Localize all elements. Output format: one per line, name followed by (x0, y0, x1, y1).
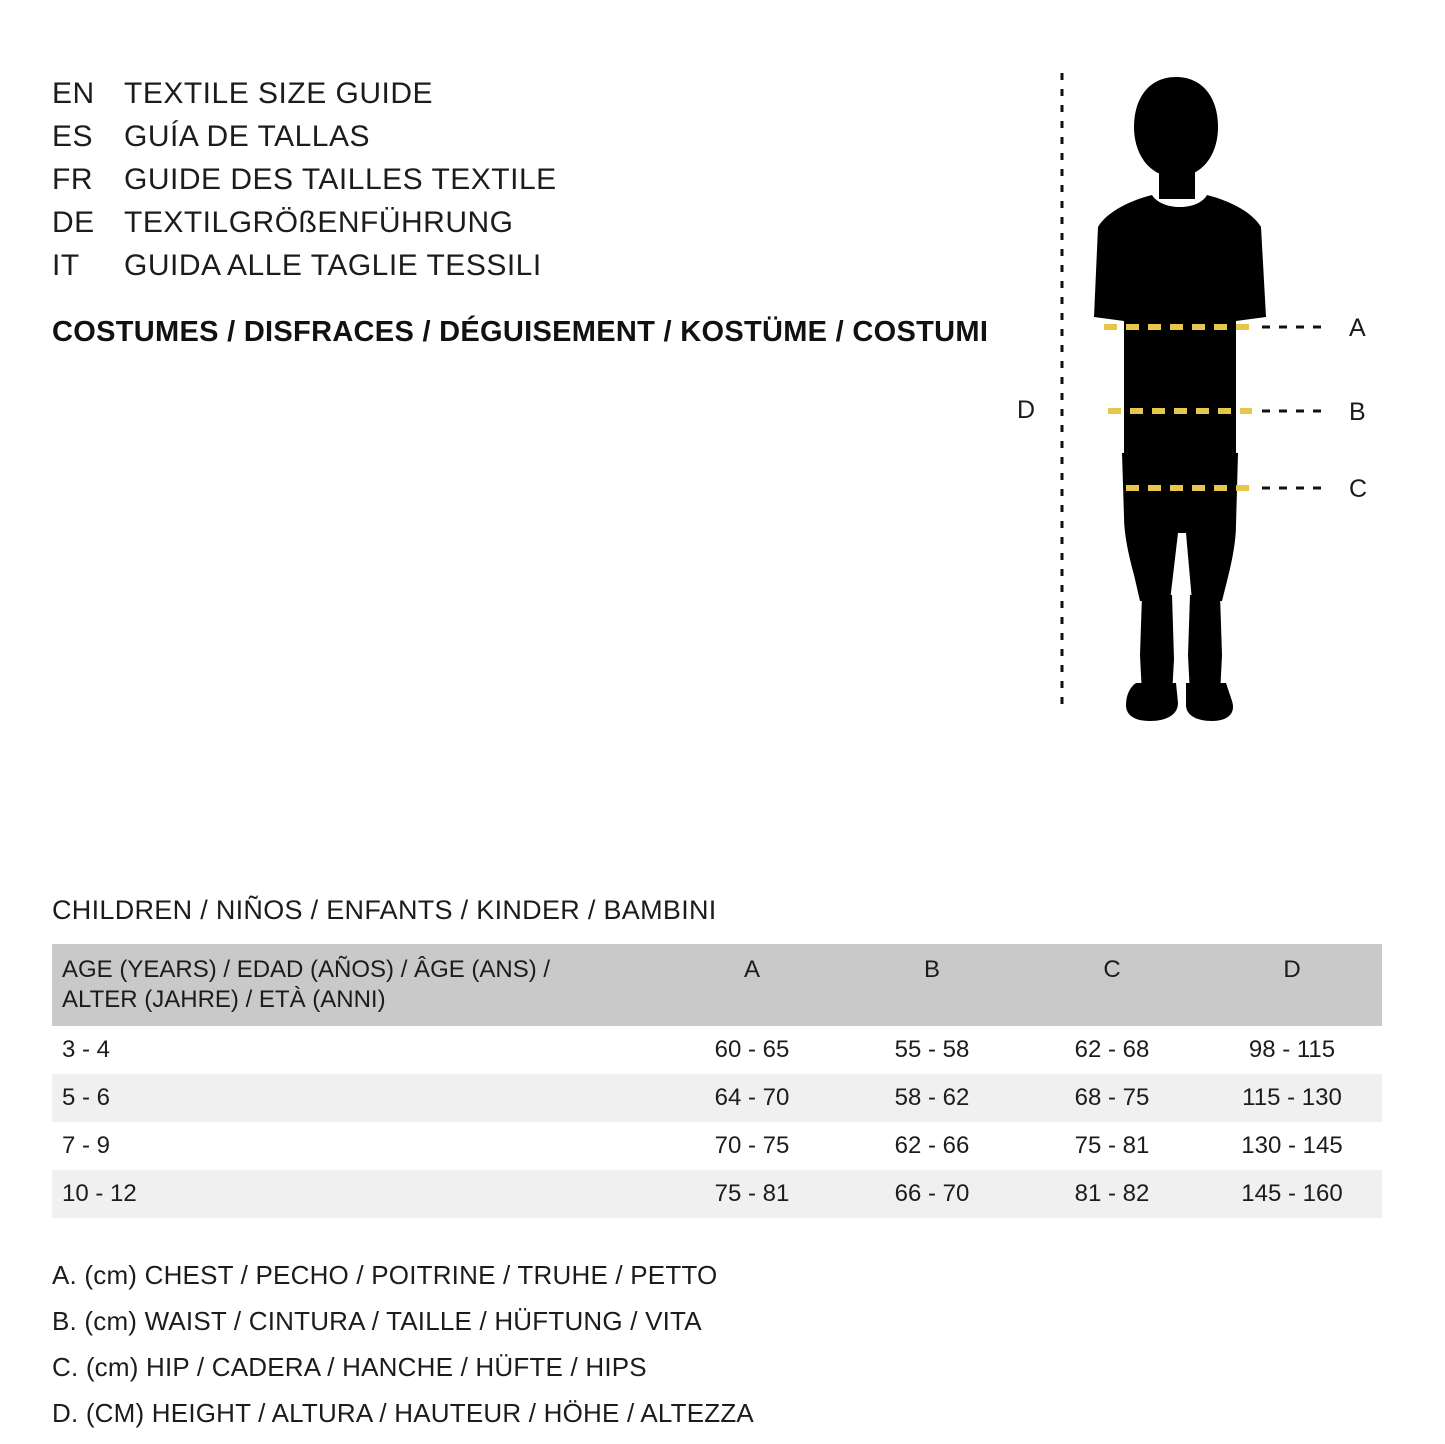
figure-label-a: A (1349, 314, 1366, 342)
size-table (52, 944, 1382, 1218)
header-age (52, 944, 662, 1026)
figure-label-c: C (1349, 475, 1368, 503)
cell-b: 66 - 70 (842, 1170, 1022, 1218)
child-silhouette-svg (1000, 55, 1420, 735)
language-code: IT (52, 249, 80, 282)
cell-a: 60 - 65 (714, 1036, 790, 1063)
header-age-line1: AGE (YEARS) / EDAD (AÑOS) / ÂGE (ANS) / (62, 956, 551, 983)
size-table-section (52, 895, 1382, 1436)
cell-d: 115 - 130 (1202, 1074, 1382, 1122)
category-title: COSTUMES / DISFRACES / DÉGUISEMENT / KOSTÜME / COSTUMI (52, 316, 989, 348)
cell-age: 10 - 12 (52, 1170, 662, 1218)
table-row (52, 1170, 1382, 1218)
cell-d: 145 - 160 (1202, 1170, 1382, 1218)
language-label: GUIDA ALLE TAGLIE TESSILI (124, 249, 542, 282)
language-code: FR (52, 163, 93, 196)
header-a: A (662, 944, 842, 1026)
legend-item-c: C. (cm) HIP / CADERA / HANCHE / HÜFTE / HIPS (52, 1352, 647, 1382)
legend-item-a: A. (cm) CHEST / PECHO / POITRINE / TRUHE / PETTO (52, 1260, 718, 1290)
figure-label-b: B (1349, 398, 1366, 426)
table-row (52, 1026, 1382, 1074)
language-label: GUÍA DE TALLAS (124, 120, 370, 153)
language-header-block (52, 72, 1002, 349)
language-row (52, 201, 1002, 244)
header-c: C (1022, 944, 1202, 1026)
measurement-legend (52, 1252, 1382, 1436)
table-row (52, 1074, 1382, 1122)
cell-b: 62 - 66 (894, 1132, 970, 1159)
language-row (52, 115, 1002, 158)
table-header-row (52, 944, 1382, 1026)
cell-c: 68 - 75 (1022, 1074, 1202, 1122)
language-code: ES (52, 120, 94, 153)
language-row (52, 244, 1002, 287)
table-row (52, 1122, 1382, 1170)
language-label: TEXTILE SIZE GUIDE (124, 77, 434, 110)
cell-d: 98 - 115 (1248, 1036, 1336, 1063)
header-b: B (842, 944, 1022, 1026)
cell-age: 7 - 9 (62, 1132, 111, 1159)
language-label: GUIDE DES TAILLES TEXTILE (124, 163, 557, 196)
language-code: DE (52, 206, 95, 239)
language-label: TEXTILGRÖßENFÜHRUNG (124, 206, 514, 239)
header-d: D (1202, 944, 1382, 1026)
legend-item-d: D. (CM) HEIGHT / ALTURA / HAUTEUR / HÖHE / ALTEZZA (52, 1398, 754, 1428)
silhouette-shape (1094, 77, 1266, 721)
cell-age: 3 - 4 (62, 1036, 111, 1063)
language-code: EN (52, 77, 95, 110)
cell-b: 55 - 58 (894, 1036, 970, 1063)
language-row (52, 72, 1002, 115)
cell-b: 58 - 62 (842, 1074, 1022, 1122)
figure-label-d: D (1017, 396, 1036, 424)
children-section-title: CHILDREN / NIÑOS / ENFANTS / KINDER / BAMBINI (52, 895, 717, 925)
cell-a: 70 - 75 (714, 1132, 790, 1159)
cell-d: 130 - 145 (1241, 1132, 1343, 1159)
cell-c: 75 - 81 (1074, 1132, 1150, 1159)
header-age-line2: ALTER (JAHRE) / ETÀ (ANNI) (62, 986, 386, 1013)
language-row (52, 158, 1002, 201)
cell-a: 64 - 70 (662, 1074, 842, 1122)
cell-c: 62 - 68 (1074, 1036, 1150, 1063)
legend-item-b: B. (cm) WAIST / CINTURA / TAILLE / HÜFTUNG / VITA (52, 1306, 702, 1336)
cell-age: 5 - 6 (52, 1074, 662, 1122)
cell-c: 81 - 82 (1022, 1170, 1202, 1218)
size-figure-illustration (1000, 55, 1420, 735)
cell-a: 75 - 81 (662, 1170, 842, 1218)
